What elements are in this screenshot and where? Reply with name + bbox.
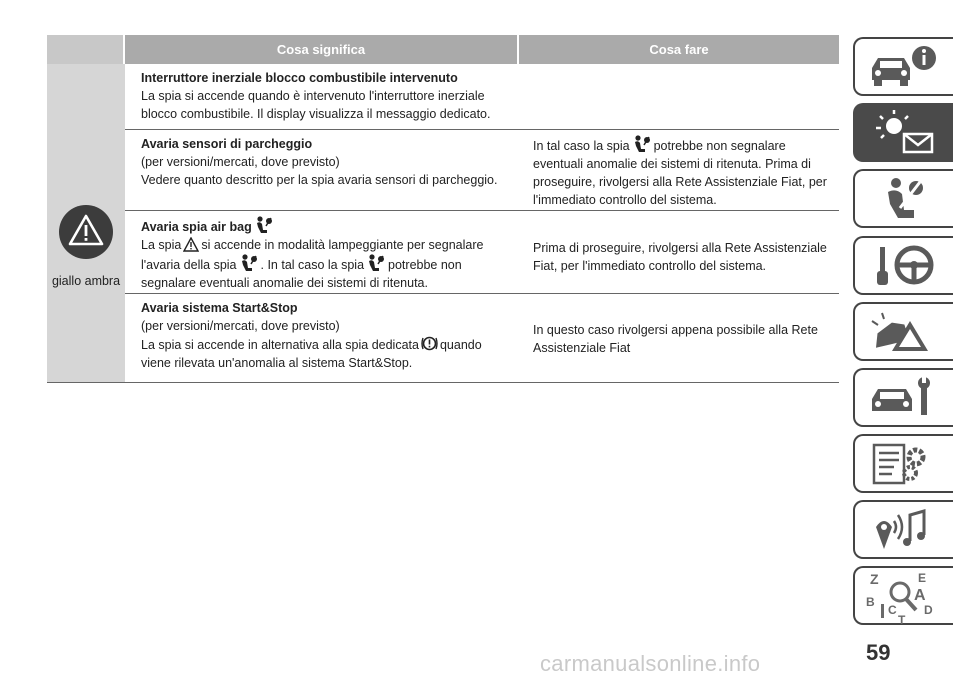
safety-airbag-icon — [864, 174, 944, 224]
multimedia-icon — [864, 505, 944, 555]
row-title: Avaria sistema Start&Stop — [141, 301, 298, 315]
header-color-cell — [47, 35, 125, 64]
row-text-a: La spia — [141, 238, 182, 252]
steering-key-icon — [864, 241, 944, 291]
row-text-b: quando viene rilevata un'anomalia al sistema Start&Stop. — [141, 338, 482, 370]
airbag-icon — [366, 254, 386, 272]
svg-text:B: B — [866, 594, 875, 609]
svg-text:E: E — [918, 570, 927, 585]
row-note: (per versioni/mercati, dove previsto) — [141, 319, 340, 333]
row-action: In questo caso rivolgersi appena possibile alla Rete Assistenziale Fiat — [533, 323, 818, 355]
svg-text:C: C — [888, 602, 897, 617]
car-maintenance-icon — [864, 373, 944, 423]
airbag-icon — [632, 135, 652, 153]
technical-data-icon — [864, 439, 944, 489]
index-az-icon — [864, 568, 944, 624]
row-title: Avaria spia air bag — [141, 220, 252, 234]
row-text-c: . In tal caso la spia — [260, 258, 365, 272]
watermark: carmanualsonline.info — [540, 651, 761, 676]
color-label: giallo ambra — [51, 274, 121, 288]
tab-emergency[interactable] — [853, 302, 953, 361]
row-text: Vedere quanto descritto per la spia avaria sensori di parcheggio. — [141, 173, 498, 187]
row-action-b: potrebbe non segnalare eventuali anomalie dei sistemi di ritenuta. Prima di proseguire, rivolgersi alla Rete Assistenziale Fiat, per l'immediato controllo del sistema. — [533, 139, 827, 207]
row-title: Avaria sensori di parcheggio — [141, 137, 313, 151]
tab-index[interactable] — [853, 566, 953, 625]
tab-car-info[interactable] — [853, 37, 953, 96]
row-text-a: La spia si accende in alternativa alla spia dedicata — [141, 338, 419, 352]
tab-multimedia[interactable] — [853, 500, 953, 559]
table-row — [125, 64, 839, 130]
row-action — [517, 64, 839, 129]
header-action: Cosa fare — [519, 35, 839, 64]
tab-maintenance[interactable] — [853, 368, 953, 427]
table-row — [125, 211, 839, 294]
svg-text:Z: Z — [870, 570, 879, 587]
table-header — [47, 35, 839, 64]
svg-text:A: A — [914, 586, 926, 604]
car-info-icon — [864, 42, 944, 92]
warning-triangle-icon — [58, 204, 114, 260]
table-row — [125, 130, 839, 211]
tab-safety[interactable] — [853, 169, 953, 228]
emergency-icon — [864, 307, 944, 357]
airbag-icon — [239, 254, 259, 272]
row-text-d: potrebbe non segnalare eventuali anomalie dei sistemi di ritenuta. — [141, 258, 462, 290]
row-text-b: si accende in modalità lampeggiante per segnalare l'avaria della spia — [141, 238, 484, 272]
warning-small-icon — [183, 237, 199, 252]
airbag-icon — [254, 216, 274, 234]
svg-text:D: D — [924, 602, 933, 617]
row-note: (per versioni/mercati, dove previsto) — [141, 155, 340, 169]
row-action-a: In tal caso la spia — [533, 139, 630, 153]
header-meaning: Cosa significa — [125, 35, 519, 64]
start-stop-icon — [421, 335, 438, 352]
table-row — [125, 294, 839, 382]
row-text: La spia si accende quando è intervenuto l'interruttore inerziale blocco combustibile. Il display visualizza il messaggio dedicato. — [141, 89, 491, 121]
tab-starting-driving[interactable] — [853, 236, 953, 295]
warning-lights-icon — [864, 108, 944, 158]
tab-technical-data[interactable] — [853, 434, 953, 493]
color-cell — [47, 64, 125, 382]
row-title: Interruttore inerziale blocco combustibile intervenuto — [141, 71, 458, 85]
warning-lights-table — [47, 35, 839, 383]
page-number: 59 — [866, 640, 891, 665]
svg-text:T: T — [898, 612, 906, 624]
row-action: Prima di proseguire, rivolgersi alla Rete Assistenziale Fiat, per l'immediato controllo del sistema. — [533, 241, 827, 273]
tab-warning-lights[interactable] — [853, 103, 953, 162]
